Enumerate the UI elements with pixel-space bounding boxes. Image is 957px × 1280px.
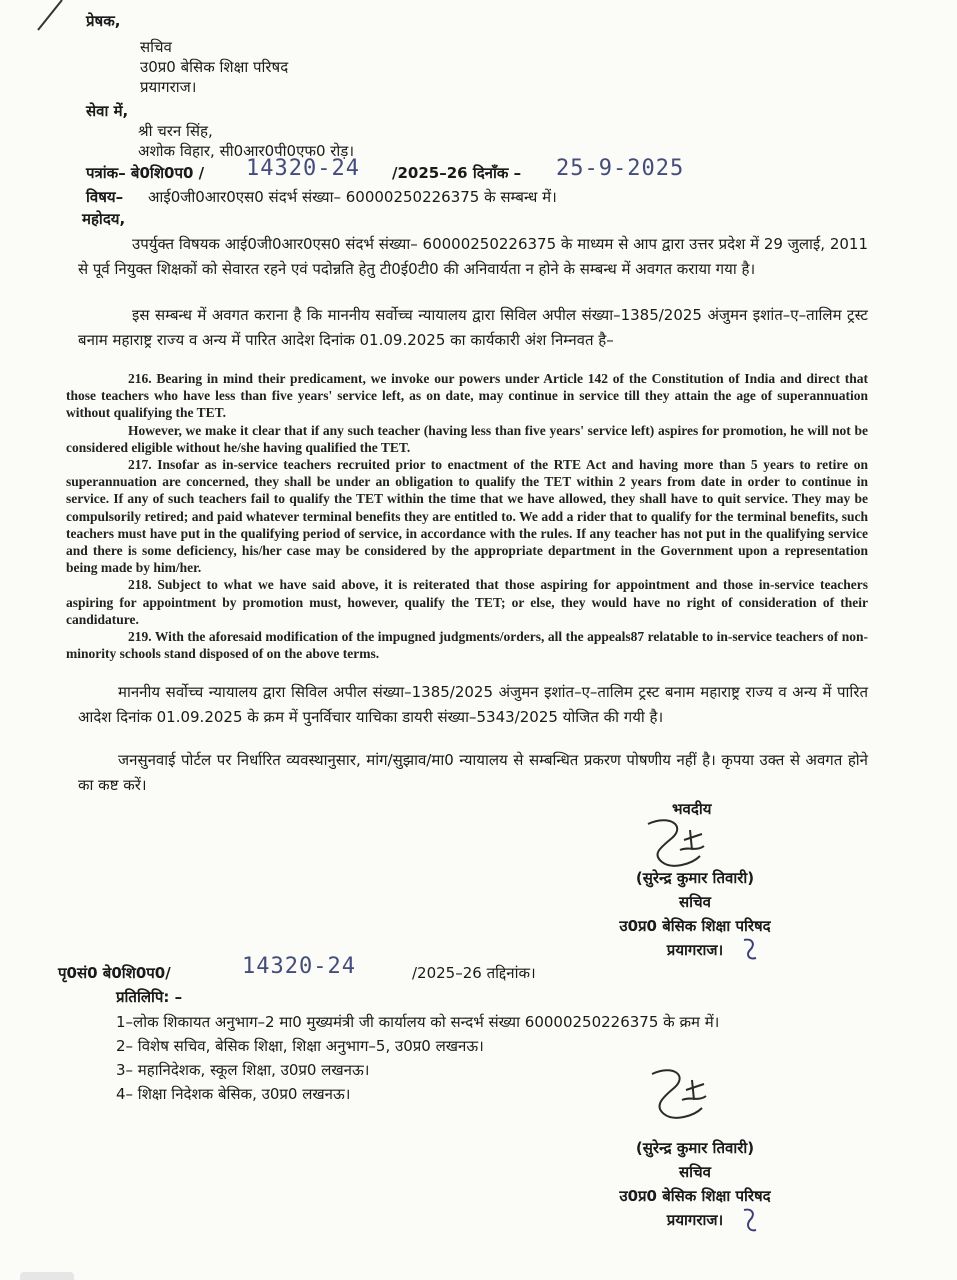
paragraph-number: 219. <box>128 629 152 645</box>
excerpt-paragraph-216b: However, we make it clear that if any such teacher (having less than five years' service left) aspires for promotion, he will not be considered eligible without he/she having qualified the TET. <box>66 422 868 455</box>
closing-text: भवदीय <box>672 800 712 818</box>
paragraph-number: 217. <box>128 457 152 473</box>
endorsement-prefix: पृ0सं0 बे0शि0प0/ <box>58 964 171 982</box>
signatory-name: (सुरेन्द्र कुमार तिवारी) <box>635 1139 755 1157</box>
initials-mark-2 <box>740 1206 764 1236</box>
paragraph-number: 216. <box>128 371 152 386</box>
signature-block-1 <box>590 866 800 962</box>
salutation: महोदय, <box>82 210 126 228</box>
sender-label: प्रेषक, <box>86 12 121 30</box>
list-item: 4– शिक्षा निदेशक बेसिक, उ0प्र0 लखनऊ। <box>116 1085 351 1103</box>
page-corner-shadow <box>20 1272 74 1280</box>
sender-line: प्रयागराज। <box>140 78 197 96</box>
list-item: 1–लोक शिकायत अनुभाग–2 मा0 मुख्यमंत्री जी कार्यालय को सन्दर्भ संख्या 60000250226375 के क्रम में। <box>116 1013 720 1031</box>
subject-text: आई0जी0आर0एस0 संदर्भ संख्या– 60000250226375 के सम्बन्ध में। <box>148 188 557 206</box>
signatory-organisation: उ0प्र0 बेसिक शिक्षा परिषद <box>619 1187 771 1205</box>
subject-label: विषय– <box>86 188 124 206</box>
body-paragraph-1: उपर्युक्त विषयक आई0जी0आर0एस0 संदर्भ संख्या– 60000250226375 के माध्यम से आप द्वारा उत्तर प्रदेश में 29 जुलाई, 2011 से पूर्व नियुक्त शिक्षकों को सेवारत रहने एवं पदोन्नति हेतु टी0ई0टी0 की अनिवार्यता न होने के सम्बन्ध में अवगत कराया गया है। <box>78 235 868 278</box>
recipient-line: श्री चरन सिंह, <box>138 122 213 140</box>
sender-line: सचिव <box>140 38 172 56</box>
signatory-designation: सचिव <box>679 1163 711 1181</box>
paragraph-number: 218. <box>128 577 152 593</box>
recipient-label: सेवा में, <box>86 102 129 120</box>
copy-recipient-list <box>116 1010 719 1106</box>
initials-mark-1 <box>740 936 764 964</box>
excerpt-paragraph-216: 216. Bearing in mind their predicament, we invoke our powers under Article 142 of the Constitution of India and direct that those teachers who have less than five years' service left, as on date, may continue in service till they attain the age of superannuation without qualifying the TET. <box>66 371 868 421</box>
reference-year-label: /2025–26 दिनाँक – <box>392 164 522 182</box>
body-paragraph-3: माननीय सर्वोच्च न्यायालय द्वारा सिविल अपील संख्या–1385/2025 अंजुमन इशांत–ए–तालिम ट्रस्ट बनाम महाराष्ट्र राज्य व अन्य में पारित आदेश दिनांक 01.09.2025 के क्रम में पुनर्विचार याचिका डायरी संख्या–5343/2025 योजित की गयी है। <box>78 683 868 726</box>
handwritten-reference-number: 14320-24 <box>246 156 360 181</box>
list-item: 3– महानिदेशक, स्कूल शिक्षा, उ0प्र0 लखनऊ। <box>116 1061 370 1079</box>
list-item: 2– विशेष सचिव, बेसिक शिक्षा, शिक्षा अनुभाग–5, उ0प्र0 लखनऊ। <box>116 1037 484 1055</box>
signatory-place: प्रयागराज। <box>666 1211 724 1229</box>
signature-block-2 <box>590 1136 800 1232</box>
signatory-name: (सुरेन्द्र कुमार तिवारी) <box>635 869 755 887</box>
signatory-designation: सचिव <box>679 893 711 911</box>
court-order-excerpt <box>66 370 868 662</box>
signature-2 <box>640 1064 730 1130</box>
sender-line: उ0प्र0 बेसिक शिक्षा परिषद <box>140 58 289 76</box>
excerpt-paragraph-218: 218. Subject to what we have said above, it is reiterated that those aspiring for appointment and those in-service teachers aspiring for appointment by promotion must, however, qualify the TET; or else, they would have no right of consideration of their candidature. <box>66 577 869 627</box>
excerpt-paragraph-219: 219. With the aforesaid modification of the impugned judgments/orders, all the appeals87 relatable to in-service teachers of non-minority schools stand disposed of on the above terms. <box>66 629 868 662</box>
reference-prefix: पत्रांक– बे0शि0प0 / <box>86 164 205 182</box>
handwritten-endorsement-number: 14320-24 <box>242 954 356 979</box>
copy-label: प्रतिलिपि: – <box>116 988 183 1006</box>
signatory-organisation: उ0प्र0 बेसिक शिक्षा परिषद <box>619 917 771 935</box>
recipient-line: अशोक विहार, सी0आर0पी0एफ0 रोड़। <box>138 142 355 160</box>
body-paragraph-2: इस सम्बन्ध में अवगत कराना है कि माननीय सर्वोच्च न्यायालय द्वारा सिविल अपील संख्या–1385/2025 अंजुमन इशांत–ए–तालिम ट्रस्ट बनाम महाराष्ट्र राज्य व अन्य में पारित आदेश दिनांक 01.09.2025 का कार्यकारी अंश निम्नवत है– <box>78 306 868 349</box>
handwritten-date: 25-9-2025 <box>556 156 685 181</box>
excerpt-paragraph-217: 217. Insofar as in-service teachers recruited prior to enactment of the RTE Act and having more than 5 years to retire on superannuation are concerned, they shall be under an obligation to qualify the TET within 2 years from date in order to continue in service. If any of such teachers fail to qualify the TET within the time that we have allowed, they shall have to quit service. They may be compulsorily retired; and paid whatever terminal benefits they are entitled to. We add a rider that to qualify for the terminal benefits, such teachers must have put in the qualifying period of service, in accordance with the rules. If any teacher has not put in the qualifying service and there is some deficiency, his/her case may be considered by the appropriate department in the Government upon a representation being made by him/her. <box>66 457 868 576</box>
endorsement-suffix: /2025–26 तद्दिनांक। <box>412 964 536 982</box>
body-paragraph-4: जनसुनवाई पोर्टल पर निर्धारित व्यवस्थानुसार, मांग/सुझाव/मा0 न्यायालय से सम्बन्धित प्रकरण पोषणीय नहीं है। कृपया उक्त से अवगत होने का कष्ट करें। <box>78 751 868 794</box>
signatory-place: प्रयागराज। <box>666 941 724 959</box>
